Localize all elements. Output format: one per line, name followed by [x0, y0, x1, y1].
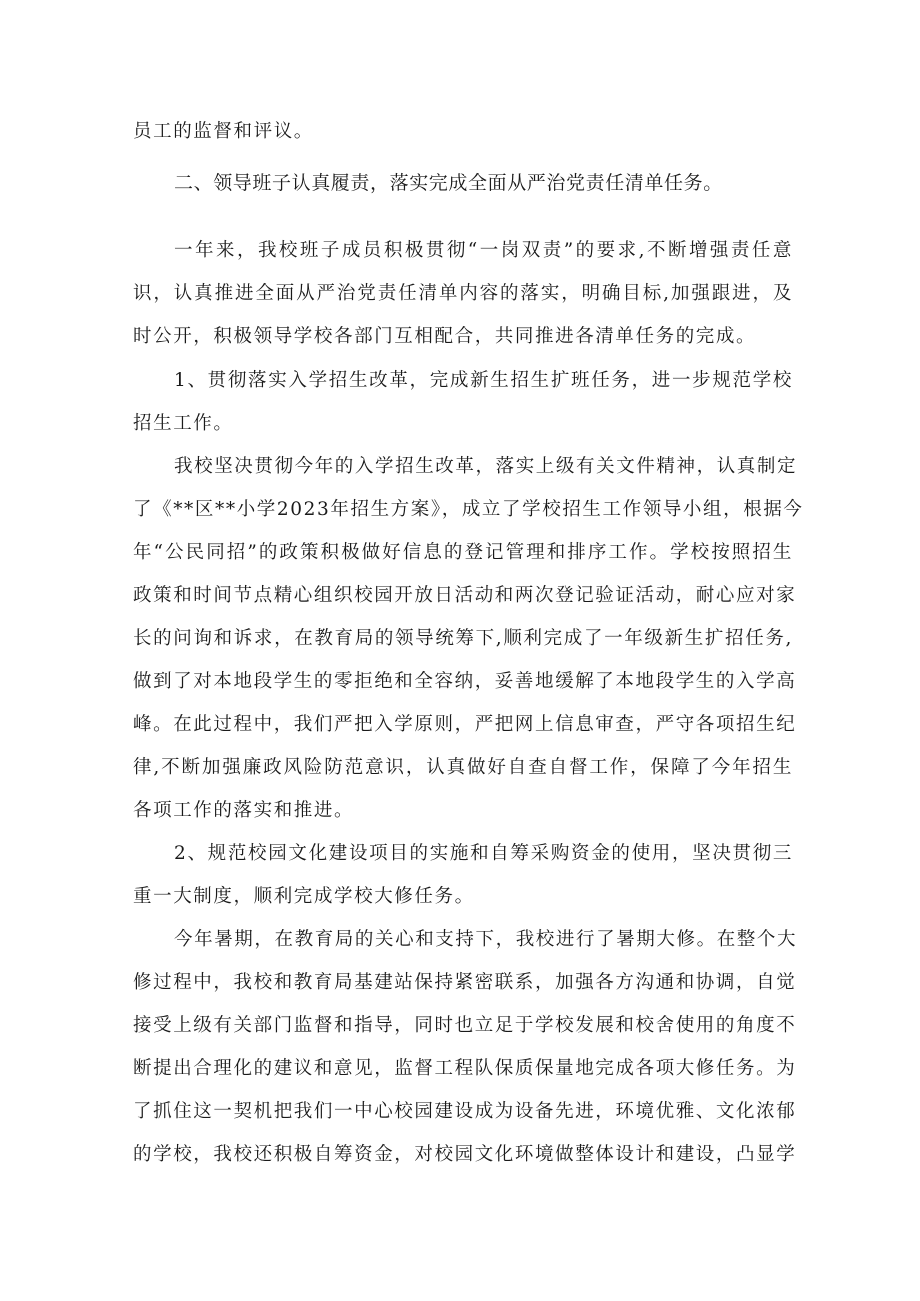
paragraph-line: 断提出合理化的建议和意见，监督工程队保质保量地完成各项大修任务。为 [133, 1058, 797, 1079]
text-line: 员工的监督和评议。 [133, 121, 314, 142]
subheading-line: 招生工作。 [133, 413, 234, 434]
subheading-line: 1、贯彻落实入学招生改革，完成新生招生扩班任务，进一步规范学校 [174, 370, 793, 391]
paragraph-line: 了抓住这一契机把我们一中心校园建设成为设备先进，环境优雅、文化浓郁 [133, 1101, 797, 1122]
section-heading: 二、领导班子认真履责，落实完成全面从严治党责任清单任务。 [174, 172, 723, 194]
paragraph-line: 各项工作的落实和推进。 [133, 800, 355, 821]
paragraph-line: 峰。在此过程中，我们严把入学原则，严把网上信息审查，严守各项招生纪 [133, 714, 797, 735]
paragraph-line: 修过程中，我校和教育局基建站保持紧密联系，加强各方沟通和协调，自觉 [133, 972, 797, 993]
subheading-line: 2、规范校园文化建设项目的实施和自筹采购资金的使用，坚决贯彻三 [174, 843, 793, 864]
paragraph-line: 政策和时间节点精心组织校园开放日活动和两次登记验证活动，耐心应对家 [133, 585, 797, 606]
paragraph-line: 今年暑期，在教育局的关心和支持下，我校进行了暑期大修。在整个大 [174, 929, 798, 950]
paragraph-line: 一年来，我校班子成员积极贯彻“一岗双责”的要求,不断增强责任意 [174, 240, 793, 261]
paragraph-line: 长的问询和诉求，在教育局的领导统筹下,顺利完成了一年级新生扩招任务, [133, 628, 793, 649]
paragraph-line: 年“公民同招”的政策积极做好信息的登记管理和排序工作。学校按照招生 [133, 542, 793, 563]
paragraph-line: 我校坚决贯彻今年的入学招生改革，落实上级有关文件精神，认真制定 [174, 456, 798, 477]
subheading-line: 重一大制度，顺利完成学校大修任务。 [133, 886, 475, 907]
paragraph-line: 接受上级有关部门监督和指导，同时也立足于学校发展和校舍使用的角度不 [133, 1015, 797, 1036]
paragraph-line: 识，认真推进全面从严治党责任清单内容的落实，明确目标,加强跟进，及 [133, 283, 793, 304]
paragraph-line: 了《**区**小学2023年招生方案》，成立了学校招生工作领导小组，根据今 [133, 499, 804, 520]
paragraph-line: 做到了对本地段学生的零拒绝和全容纳，妥善地缓解了本地段学生的入学高 [133, 671, 797, 692]
paragraph-line: 的学校，我校还积极自筹资金，对校园文化环境做整体设计和建设，凸显学 [133, 1144, 797, 1165]
paragraph-line: 时公开，积极领导学校各部门互相配合，共同推进各清单任务的完成。 [133, 326, 757, 347]
paragraph-line: 律,不断加强廉政风险防范意识，认真做好自查自督工作，保障了今年招生 [133, 757, 793, 778]
